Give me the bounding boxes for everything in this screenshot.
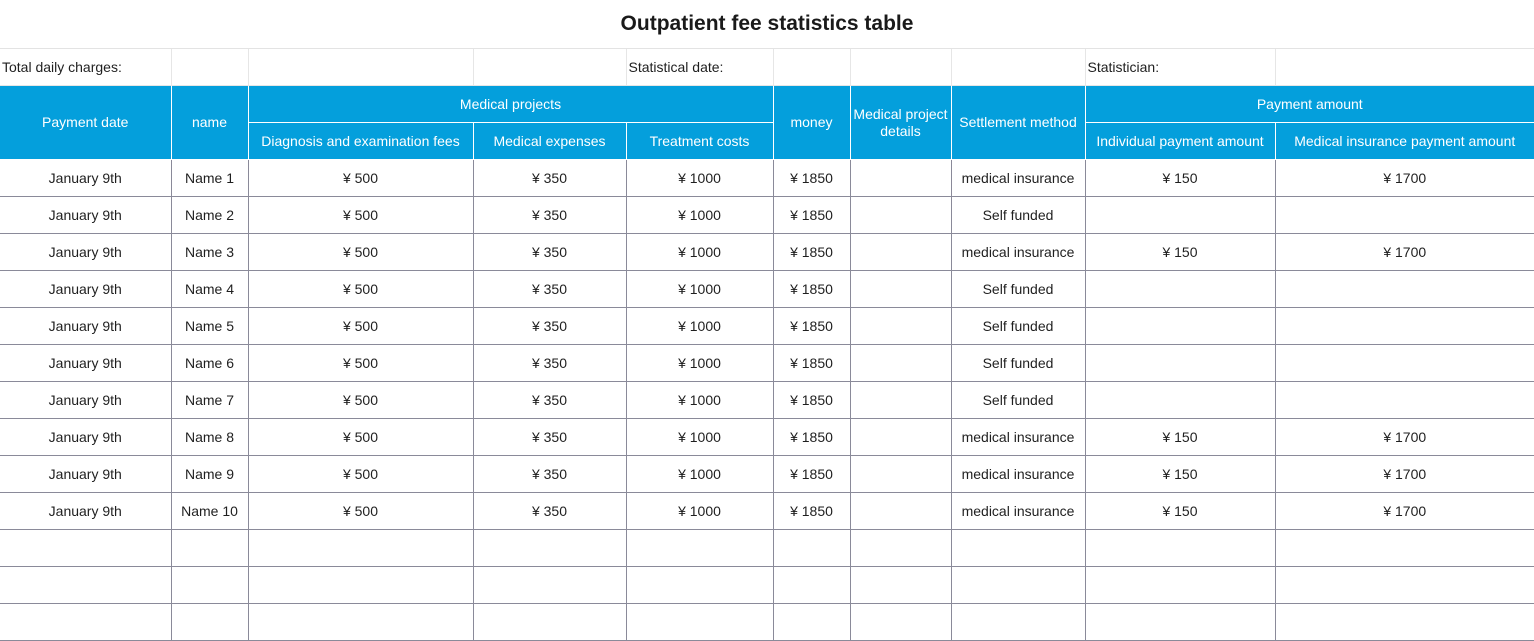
insurance-payment-cell: [1275, 530, 1534, 567]
settlement-method-cell: medical insurance: [951, 160, 1085, 197]
treatment-costs-cell: [626, 604, 773, 641]
individual-payment-cell: [1085, 308, 1275, 345]
project-details-cell: [850, 345, 951, 382]
diagnosis-fee-cell: [248, 530, 473, 567]
payment-date-cell: January 9th: [0, 160, 171, 197]
payment-date-cell: January 9th: [0, 345, 171, 382]
payment-date-cell: January 9th: [0, 271, 171, 308]
medical-expenses-cell: ¥ 350: [473, 456, 626, 493]
treatment-costs-cell: [626, 567, 773, 604]
project-details-cell: [850, 271, 951, 308]
statistician-label: Statistician:: [1085, 49, 1275, 86]
info-cell: [248, 49, 473, 86]
individual-payment-cell: [1085, 604, 1275, 641]
payment-date-cell: [0, 604, 171, 641]
money-cell: ¥ 1850: [773, 308, 850, 345]
individual-payment-cell: [1085, 271, 1275, 308]
info-row: [0, 49, 1534, 86]
diagnosis-fee-cell: ¥ 500: [248, 493, 473, 530]
info-cell: [171, 49, 248, 86]
settlement-method-cell: medical insurance: [951, 234, 1085, 271]
treatment-costs-cell: ¥ 1000: [626, 382, 773, 419]
table-row: [0, 197, 1534, 234]
insurance-payment-cell: ¥ 1700: [1275, 234, 1534, 271]
insurance-payment-cell: [1275, 345, 1534, 382]
project-details-cell: [850, 419, 951, 456]
header-settlement-method: Settlement method: [951, 86, 1085, 160]
money-cell: ¥ 1850: [773, 345, 850, 382]
header-name: name: [171, 86, 248, 160]
info-cell: [951, 49, 1085, 86]
header-row-top: [0, 86, 1534, 123]
name-cell: Name 9: [171, 456, 248, 493]
settlement-method-cell: medical insurance: [951, 493, 1085, 530]
fee-statistics-table: [0, 49, 1534, 641]
diagnosis-fee-cell: ¥ 500: [248, 419, 473, 456]
insurance-payment-cell: ¥ 1700: [1275, 160, 1534, 197]
money-cell: ¥ 1850: [773, 160, 850, 197]
money-cell: ¥ 1850: [773, 271, 850, 308]
treatment-costs-cell: ¥ 1000: [626, 197, 773, 234]
diagnosis-fee-cell: [248, 567, 473, 604]
table-row: [0, 567, 1534, 604]
insurance-payment-cell: [1275, 197, 1534, 234]
payment-date-cell: [0, 567, 171, 604]
settlement-method-cell: medical insurance: [951, 456, 1085, 493]
project-details-cell: [850, 160, 951, 197]
individual-payment-cell: ¥ 150: [1085, 160, 1275, 197]
payment-date-cell: January 9th: [0, 382, 171, 419]
money-cell: ¥ 1850: [773, 234, 850, 271]
name-cell: [171, 604, 248, 641]
treatment-costs-cell: ¥ 1000: [626, 456, 773, 493]
individual-payment-cell: [1085, 567, 1275, 604]
table-row: [0, 493, 1534, 530]
money-cell: ¥ 1850: [773, 493, 850, 530]
money-cell: ¥ 1850: [773, 456, 850, 493]
individual-payment-cell: [1085, 345, 1275, 382]
insurance-payment-cell: [1275, 308, 1534, 345]
diagnosis-fee-cell: ¥ 500: [248, 234, 473, 271]
diagnosis-fee-cell: ¥ 500: [248, 382, 473, 419]
header-insurance-payment: Medical insurance payment amount: [1275, 123, 1534, 160]
project-details-cell: [850, 234, 951, 271]
insurance-payment-cell: [1275, 567, 1534, 604]
medical-expenses-cell: ¥ 350: [473, 197, 626, 234]
settlement-method-cell: [951, 604, 1085, 641]
name-cell: Name 3: [171, 234, 248, 271]
payment-date-cell: January 9th: [0, 197, 171, 234]
project-details-cell: [850, 456, 951, 493]
settlement-method-cell: [951, 567, 1085, 604]
payment-date-cell: [0, 530, 171, 567]
name-cell: Name 5: [171, 308, 248, 345]
name-cell: Name 1: [171, 160, 248, 197]
insurance-payment-cell: ¥ 1700: [1275, 419, 1534, 456]
diagnosis-fee-cell: ¥ 500: [248, 197, 473, 234]
project-details-cell: [850, 567, 951, 604]
individual-payment-cell: ¥ 150: [1085, 456, 1275, 493]
table-row: [0, 530, 1534, 567]
diagnosis-fee-cell: ¥ 500: [248, 308, 473, 345]
info-cell: [773, 49, 850, 86]
settlement-method-cell: medical insurance: [951, 419, 1085, 456]
payment-date-cell: January 9th: [0, 308, 171, 345]
statistical-date-label: Statistical date:: [626, 49, 773, 86]
insurance-payment-cell: [1275, 271, 1534, 308]
header-medical-project-details: Medical project details: [850, 86, 951, 160]
header-money: money: [773, 86, 850, 160]
individual-payment-cell: ¥ 150: [1085, 419, 1275, 456]
individual-payment-cell: ¥ 150: [1085, 493, 1275, 530]
info-cell: [1275, 49, 1534, 86]
name-cell: [171, 567, 248, 604]
medical-expenses-cell: ¥ 350: [473, 271, 626, 308]
payment-date-cell: January 9th: [0, 493, 171, 530]
header-medical-projects: Medical projects: [248, 86, 773, 123]
diagnosis-fee-cell: ¥ 500: [248, 271, 473, 308]
treatment-costs-cell: ¥ 1000: [626, 493, 773, 530]
info-cell: [473, 49, 626, 86]
settlement-method-cell: Self funded: [951, 197, 1085, 234]
money-cell: [773, 567, 850, 604]
money-cell: ¥ 1850: [773, 419, 850, 456]
individual-payment-cell: [1085, 382, 1275, 419]
name-cell: [171, 530, 248, 567]
money-cell: ¥ 1850: [773, 197, 850, 234]
project-details-cell: [850, 530, 951, 567]
medical-expenses-cell: ¥ 350: [473, 382, 626, 419]
medical-expenses-cell: ¥ 350: [473, 345, 626, 382]
table-row: [0, 419, 1534, 456]
table-row: [0, 345, 1534, 382]
insurance-payment-cell: ¥ 1700: [1275, 456, 1534, 493]
project-details-cell: [850, 197, 951, 234]
settlement-method-cell: Self funded: [951, 345, 1085, 382]
medical-expenses-cell: [473, 604, 626, 641]
treatment-costs-cell: ¥ 1000: [626, 419, 773, 456]
payment-date-cell: January 9th: [0, 419, 171, 456]
table-row: [0, 308, 1534, 345]
total-daily-charges-label: Total daily charges:: [0, 49, 171, 86]
table-row: [0, 382, 1534, 419]
medical-expenses-cell: ¥ 350: [473, 308, 626, 345]
insurance-payment-cell: [1275, 382, 1534, 419]
individual-payment-cell: [1085, 197, 1275, 234]
name-cell: Name 10: [171, 493, 248, 530]
header-medical-expenses: Medical expenses: [473, 123, 626, 160]
treatment-costs-cell: ¥ 1000: [626, 234, 773, 271]
project-details-cell: [850, 604, 951, 641]
header-payment-date: Payment date: [0, 86, 171, 160]
treatment-costs-cell: ¥ 1000: [626, 308, 773, 345]
treatment-costs-cell: ¥ 1000: [626, 160, 773, 197]
table-row: [0, 234, 1534, 271]
header-treatment-costs: Treatment costs: [626, 123, 773, 160]
table-row: [0, 271, 1534, 308]
money-cell: [773, 604, 850, 641]
name-cell: Name 8: [171, 419, 248, 456]
medical-expenses-cell: ¥ 350: [473, 234, 626, 271]
table-row: [0, 456, 1534, 493]
diagnosis-fee-cell: ¥ 500: [248, 160, 473, 197]
name-cell: Name 6: [171, 345, 248, 382]
money-cell: [773, 530, 850, 567]
medical-expenses-cell: ¥ 350: [473, 160, 626, 197]
individual-payment-cell: [1085, 530, 1275, 567]
settlement-method-cell: Self funded: [951, 271, 1085, 308]
header-diagnosis-fees: Diagnosis and examination fees: [248, 123, 473, 160]
header-individual-payment: Individual payment amount: [1085, 123, 1275, 160]
header-payment-amount: Payment amount: [1085, 86, 1534, 123]
money-cell: ¥ 1850: [773, 382, 850, 419]
diagnosis-fee-cell: [248, 604, 473, 641]
treatment-costs-cell: ¥ 1000: [626, 271, 773, 308]
treatment-costs-cell: ¥ 1000: [626, 345, 773, 382]
name-cell: Name 7: [171, 382, 248, 419]
medical-expenses-cell: [473, 567, 626, 604]
insurance-payment-cell: [1275, 604, 1534, 641]
project-details-cell: [850, 382, 951, 419]
settlement-method-cell: [951, 530, 1085, 567]
payment-date-cell: January 9th: [0, 234, 171, 271]
individual-payment-cell: ¥ 150: [1085, 234, 1275, 271]
medical-expenses-cell: ¥ 350: [473, 419, 626, 456]
table-row: [0, 604, 1534, 641]
insurance-payment-cell: ¥ 1700: [1275, 493, 1534, 530]
treatment-costs-cell: [626, 530, 773, 567]
medical-expenses-cell: ¥ 350: [473, 493, 626, 530]
diagnosis-fee-cell: ¥ 500: [248, 456, 473, 493]
name-cell: Name 2: [171, 197, 248, 234]
page-title: Outpatient fee statistics table: [0, 0, 1534, 49]
project-details-cell: [850, 493, 951, 530]
settlement-method-cell: Self funded: [951, 308, 1085, 345]
project-details-cell: [850, 308, 951, 345]
table-row: [0, 160, 1534, 197]
settlement-method-cell: Self funded: [951, 382, 1085, 419]
diagnosis-fee-cell: ¥ 500: [248, 345, 473, 382]
info-cell: [850, 49, 951, 86]
medical-expenses-cell: [473, 530, 626, 567]
payment-date-cell: January 9th: [0, 456, 171, 493]
name-cell: Name 4: [171, 271, 248, 308]
